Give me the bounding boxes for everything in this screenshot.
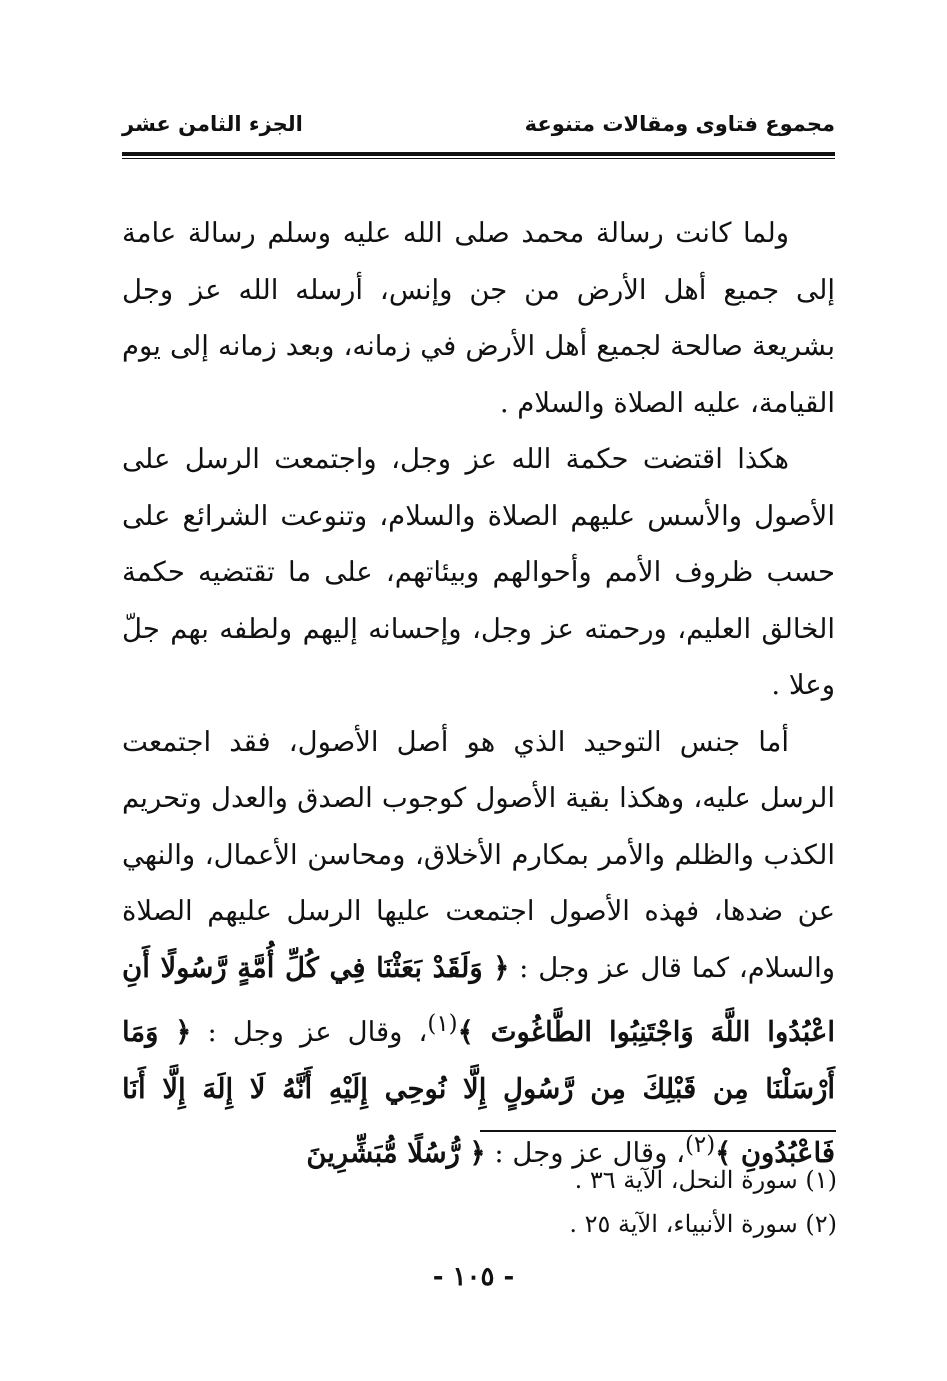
paragraph-2: هكذا اقتضت حكمة الله عز وجل، واجتمعت الرسل على الأصول والأسس عليهم الصلاة والسلام، وتنوعت الشرائع على حسب ظروف الأمم وأحوالهم وبيئاتهم، على ما تقتضيه حكمة الخالق العليم، ورحمته عز وجل، وإحسانه إليهم ولطفه بهم جلّ وعلا . [122, 443, 835, 701]
footnote-ref-2: (٢) [684, 1132, 716, 1159]
separator-1: ، وقال عز وجل : [191, 1016, 428, 1049]
footnote-ref-1: (١) [427, 1011, 458, 1037]
volume-label: الجزء الثامن عشر [122, 112, 303, 136]
header-rule-thin [122, 158, 835, 159]
paragraph-3 [122, 714, 835, 1182]
page-number: - ١٠٥ - [432, 1262, 515, 1292]
footnote-divider [480, 1130, 836, 1132]
quran-verse-1: ﴿ وَلَقَدْ بَعَثْنَا فِي كُلِّ أُمَّةٍ رَّسُولًا أَنِ اعْبُدُوا اللَّهَ وَاجْتَنِبُوا الطَّاغُوتَ ﴾ [122, 951, 836, 1049]
main-text [122, 205, 835, 1182]
header-rule-thick [122, 152, 835, 156]
book-title: مجموع فتاوى ومقالات متنوعة [524, 112, 835, 136]
footnotes [122, 1158, 837, 1246]
footnote-1: (١) سورة النحل، الآية ٣٦ . [574, 1166, 837, 1194]
paragraph-3-intro: أما جنس التوحيد الذي هو أصل الأصول، فقد اجتمعت الرسل عليه، وهكذا بقية الأصول كوجوب الصدق والعدل وتحريم الكذب والظلم والأمر بمكارم الأخلاق، ومحاسن الأعمال، والنهي عن ضدها، فهذه الأصول اجتمعت عليها الرسل عليهم الصلاة والسلام، كما قال عز وجل : [122, 725, 835, 984]
footnote-2: (٢) سورة الأنبياء، الآية ٢٥ . [569, 1210, 837, 1238]
running-header [122, 112, 835, 136]
quran-verse-2: ﴿ وَمَا أَرْسَلْنَا مِن قَبْلِكَ مِن رَّسُولٍ إِلَّا نُوحِي إِلَيْهِ أَنَّهُ لَا إِلَهَ إِلَّا أَنَا فَاعْبُدُونِ ﴾ [122, 1016, 835, 1170]
quran-verse-3: ﴿ رُّسُلًا مُّبَشِّرِينَ [306, 1137, 486, 1170]
separator-2: ، وقال عز وجل : [485, 1137, 685, 1170]
paragraph-1: ولما كانت رسالة محمد صلى الله عليه وسلم رسالة عامة إلى جميع أهل الأرض من جن وإنس، أرسله الله عز وجل بشريعة صالحة لجميع أهل الأرض في زمانه، وبعد زمانه إلى يوم القيامة، عليه الصلاة والسلام . [122, 217, 835, 419]
